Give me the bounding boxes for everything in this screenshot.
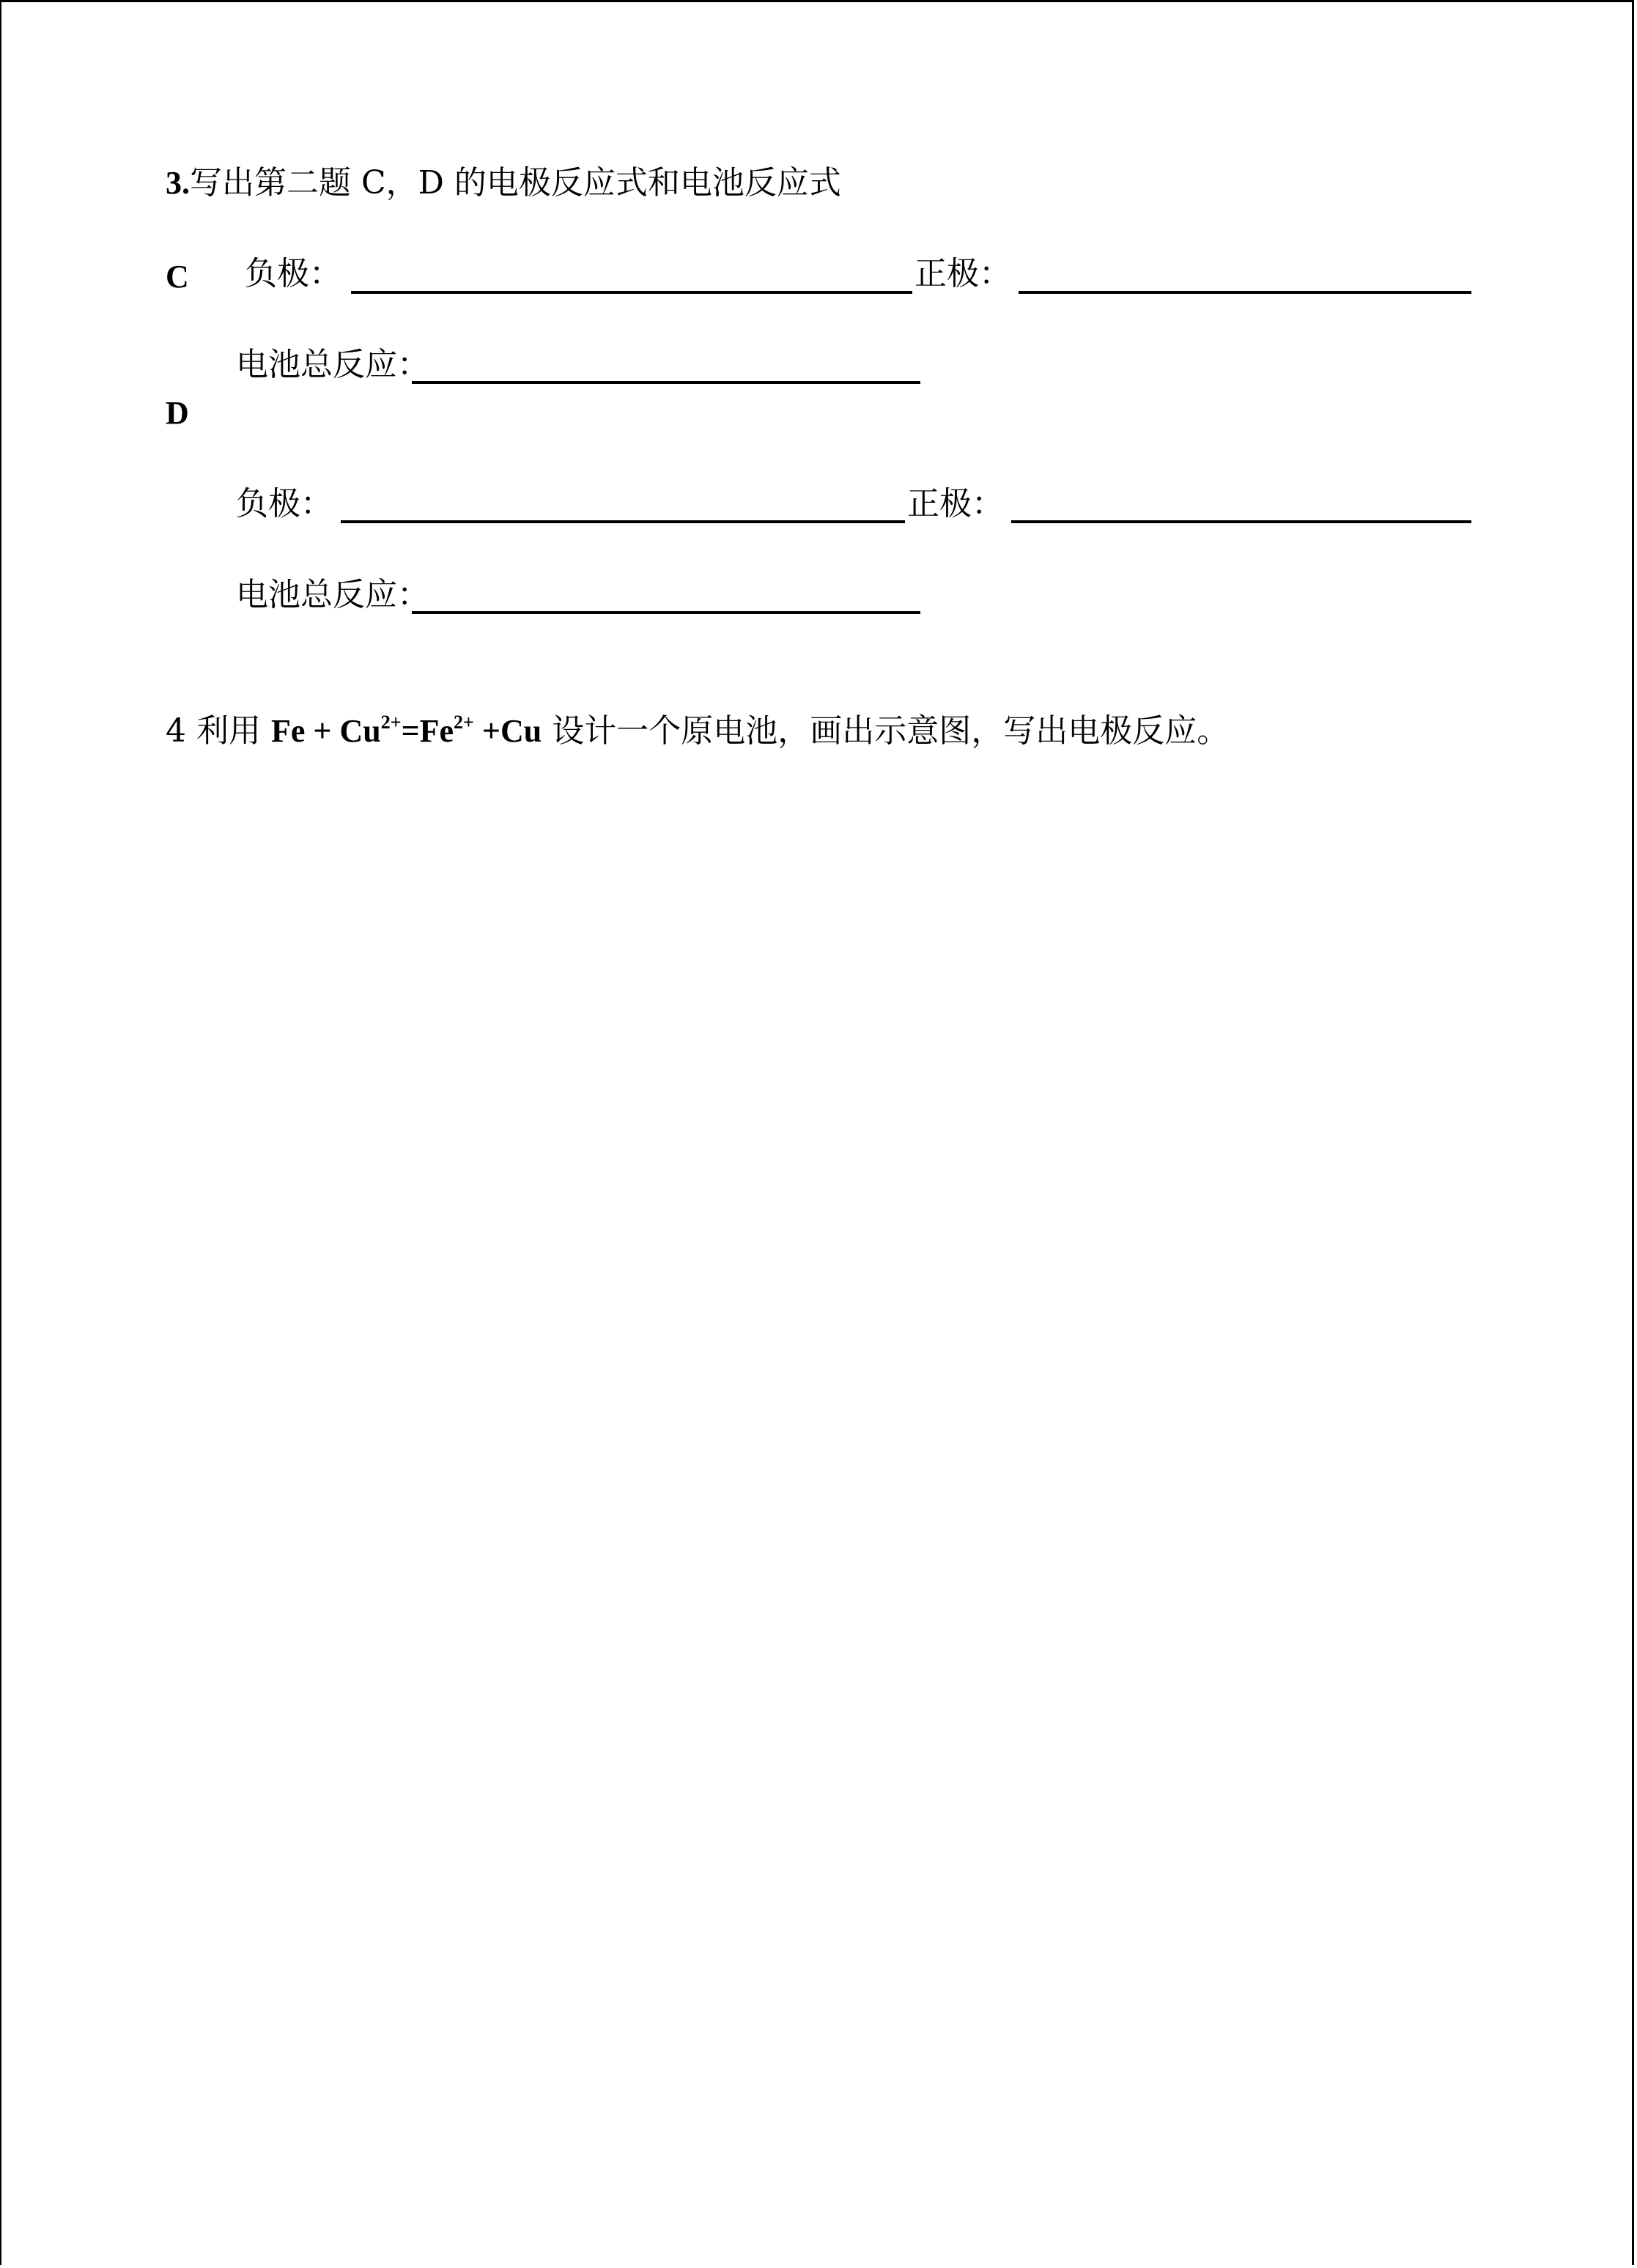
question-3-number: 3. <box>166 165 190 201</box>
section-d-negative-answer-blank[interactable] <box>341 520 905 523</box>
section-d-negative-label: 负极： <box>236 485 333 522</box>
question-4-equation: $Fe + Cu^{2+}=Fe^{2+} +Cu$ <box>271 712 542 749</box>
section-c-negative-answer-blank[interactable] <box>351 291 912 294</box>
section-c-negative-label: 负极： <box>245 255 341 292</box>
question-3-title: 写出第二题 C，D 的电极反应式和电池反应式 <box>190 164 841 202</box>
section-d-positive-label: 正极： <box>907 485 1004 522</box>
section-d-total-answer-blank[interactable] <box>412 611 920 614</box>
section-d-positive-answer-blank[interactable] <box>1011 520 1471 523</box>
section-c-total-label: 电池总反应： <box>236 346 429 383</box>
section-c-positive-label: 正极： <box>914 255 1011 292</box>
section-c-positive-answer-blank[interactable] <box>1019 291 1471 294</box>
question-4-instruction: 设计一个原电池，画出示意图，写出电极反应。 <box>552 712 1230 750</box>
section-d-total-label: 电池总反应： <box>236 576 429 613</box>
question-4-prefix: 利用 <box>196 712 261 750</box>
question-4-number: 4 <box>166 712 186 750</box>
question-3-heading <box>166 163 841 204</box>
section-c-letter: C <box>166 259 189 295</box>
section-d-letter: D <box>166 395 189 431</box>
question-4 <box>166 711 1229 752</box>
section-c-total-answer-blank[interactable] <box>412 381 920 384</box>
